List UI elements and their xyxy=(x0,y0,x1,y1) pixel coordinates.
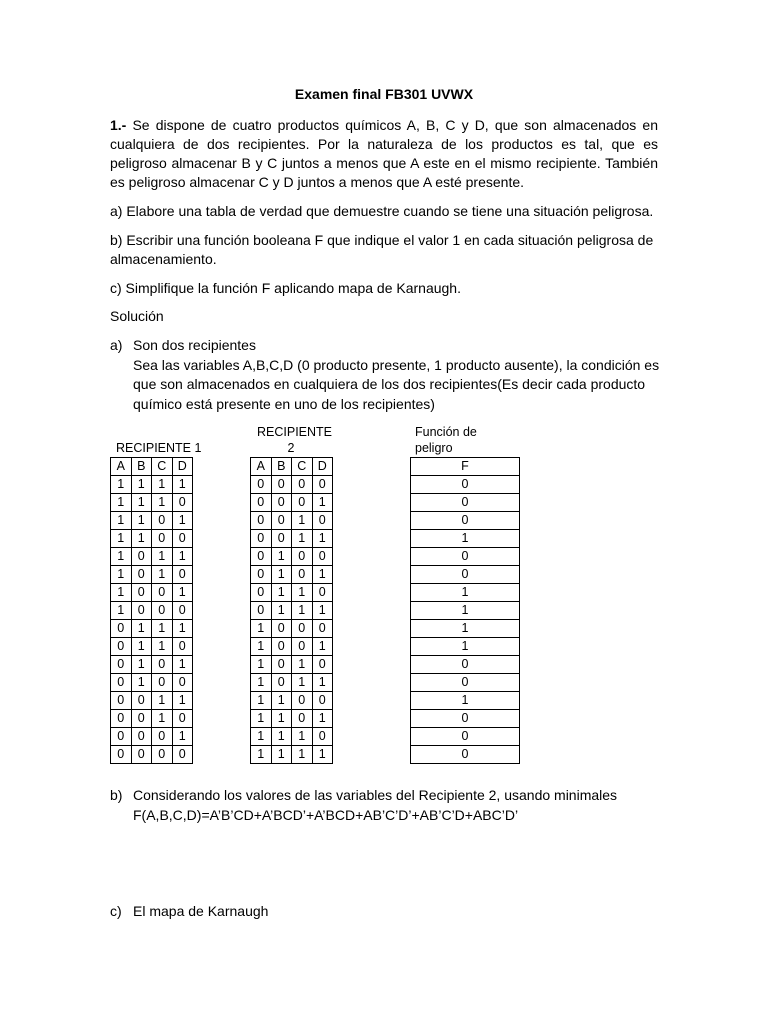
solution-item-a xyxy=(110,336,670,416)
item-b-line1: Considerando los valores de las variables del Recipiente 2, usando minimales xyxy=(133,787,618,803)
table-cell: 1 xyxy=(172,620,193,638)
column-header: A xyxy=(251,458,272,476)
table-row xyxy=(111,494,193,512)
table-row xyxy=(251,548,333,566)
table-row xyxy=(251,530,333,548)
table-cell: 0 xyxy=(131,602,152,620)
table-cell: 0 xyxy=(172,530,193,548)
table-cell: 0 xyxy=(292,710,313,728)
solution-item-c xyxy=(110,902,670,922)
table-cell: 1 xyxy=(271,548,292,566)
table-row xyxy=(251,710,333,728)
table-cell: 0 xyxy=(312,620,333,638)
table2-caption-line2: 2 xyxy=(287,441,295,455)
table-cell: 1 xyxy=(271,710,292,728)
table-cell: 1 xyxy=(292,674,313,692)
table-row xyxy=(111,620,193,638)
table-row xyxy=(111,746,193,764)
table-cell: 1 xyxy=(411,530,520,548)
table-header-row xyxy=(251,458,333,476)
table-cell: 0 xyxy=(271,476,292,494)
table-row xyxy=(251,602,333,620)
table-cell: 1 xyxy=(271,728,292,746)
table-row xyxy=(251,656,333,674)
boolean-formula: F(A,B,C,D)=A’B’CD+A’BCD’+A’BCD+AB’C’D’+AB’C’D+ABC’D’ xyxy=(133,806,519,823)
table2-caption xyxy=(257,424,333,456)
table-cell: 1 xyxy=(292,746,313,764)
table-cell: 0 xyxy=(111,710,132,728)
table-row xyxy=(251,476,333,494)
table-cell: 0 xyxy=(292,548,313,566)
table-cell: 1 xyxy=(172,476,193,494)
table-cell: 1 xyxy=(312,638,333,656)
table-row xyxy=(251,638,333,656)
table-cell: 0 xyxy=(131,710,152,728)
table-row xyxy=(251,584,333,602)
table-cell: 0 xyxy=(152,584,173,602)
table-row xyxy=(411,584,520,602)
table-cell: 0 xyxy=(131,548,152,566)
table-cell: 0 xyxy=(111,728,132,746)
table-row xyxy=(111,584,193,602)
table-cell: 1 xyxy=(152,710,173,728)
table-cell: 1 xyxy=(411,602,520,620)
item-marker: b) xyxy=(110,787,123,803)
table-cell: 0 xyxy=(172,602,193,620)
table-cell: 0 xyxy=(251,566,272,584)
table-cell: 1 xyxy=(271,584,292,602)
item-c-line1: El mapa de Karnaugh xyxy=(133,903,269,919)
table-row xyxy=(411,548,520,566)
table-row xyxy=(411,638,520,656)
column-header: C xyxy=(292,458,313,476)
table-row xyxy=(251,692,333,710)
table-row xyxy=(111,476,193,494)
column-header: D xyxy=(172,458,193,476)
table-cell: 1 xyxy=(251,710,272,728)
table-cell: 0 xyxy=(111,638,132,656)
table-cell: 1 xyxy=(312,494,333,512)
table-cell: 1 xyxy=(152,638,173,656)
problem-text: Se dispone de cuatro productos químicos A, B, C y D, que son almacenados en cualquiera de dos recipientes. Por la naturaleza de los productos es tal, que es peligroso almacenar B y C juntos a menos que A este en el mismo recipiente. También es peligroso almacenar C y D juntos a menos que A esté presente. xyxy=(110,117,658,190)
table-row xyxy=(111,566,193,584)
problem-number: 1.- xyxy=(110,117,127,133)
table-cell: 1 xyxy=(271,602,292,620)
table-cell: 1 xyxy=(251,692,272,710)
table-cell: 1 xyxy=(312,710,333,728)
table-cell: 0 xyxy=(152,602,173,620)
item-a-line2: Sea las variables A,B,C,D (0 producto presente, 1 producto ausente), la condición es que son almacenados en cualquiera de los dos recipientes(Es decir cada producto químico está presente en uno de los recipientes) xyxy=(133,356,660,412)
table-cell: 0 xyxy=(271,530,292,548)
table-cell: 1 xyxy=(152,548,173,566)
table-row xyxy=(411,746,520,764)
table-cell: 0 xyxy=(271,638,292,656)
table-cell: 1 xyxy=(312,530,333,548)
table-cell: 0 xyxy=(111,620,132,638)
table-row xyxy=(411,674,520,692)
table-cell: 1 xyxy=(292,656,313,674)
table-cell: 0 xyxy=(111,692,132,710)
table-row xyxy=(251,512,333,530)
table-cell: 1 xyxy=(172,656,193,674)
table-cell: 0 xyxy=(271,656,292,674)
table-cell: 0 xyxy=(111,656,132,674)
table-cell: 1 xyxy=(411,620,520,638)
table-cell: 0 xyxy=(251,530,272,548)
table-cell: 0 xyxy=(312,584,333,602)
table-cell: 1 xyxy=(271,692,292,710)
table-cell: 1 xyxy=(251,674,272,692)
table-cell: 1 xyxy=(251,620,272,638)
table-cell: 0 xyxy=(271,494,292,512)
table-cell: 1 xyxy=(292,602,313,620)
table-row xyxy=(411,728,520,746)
table-cell: 1 xyxy=(251,638,272,656)
table-row xyxy=(411,476,520,494)
table-cell: 1 xyxy=(411,692,520,710)
table-row xyxy=(251,728,333,746)
table-cell: 0 xyxy=(172,746,193,764)
table-cell: 0 xyxy=(292,692,313,710)
table-cell: 0 xyxy=(312,656,333,674)
column-header: D xyxy=(312,458,333,476)
table1-caption: RECIPIENTE 1 xyxy=(116,441,202,455)
table-cell: 0 xyxy=(152,674,173,692)
table-row xyxy=(411,566,520,584)
truth-table-recipiente-1 xyxy=(110,457,193,764)
table-cell: 0 xyxy=(251,494,272,512)
table-cell: 0 xyxy=(271,620,292,638)
table-cell: 0 xyxy=(131,584,152,602)
item-marker: a) xyxy=(110,337,123,353)
solution-heading: Solución xyxy=(110,308,164,324)
part-a: a) Elabore una tabla de verdad que demuestre cuando se tiene una situación peligrosa. xyxy=(110,203,654,219)
table-row xyxy=(251,566,333,584)
table-cell: 1 xyxy=(111,566,132,584)
table-cell: 1 xyxy=(251,728,272,746)
table-cell: 0 xyxy=(271,674,292,692)
solution-item-b xyxy=(110,786,670,826)
table-cell: 0 xyxy=(312,548,333,566)
table-cell: 0 xyxy=(411,728,520,746)
table-cell: 0 xyxy=(411,566,520,584)
table-row xyxy=(251,494,333,512)
table-row xyxy=(111,548,193,566)
table-cell: 0 xyxy=(312,512,333,530)
table-cell: 1 xyxy=(152,476,173,494)
table-cell: 1 xyxy=(152,566,173,584)
table-cell: 1 xyxy=(111,494,132,512)
table-cell: 1 xyxy=(292,584,313,602)
table-cell: 1 xyxy=(251,656,272,674)
table-row xyxy=(111,512,193,530)
table-row xyxy=(111,728,193,746)
table-cell: 0 xyxy=(292,566,313,584)
table-cell: 0 xyxy=(411,656,520,674)
table-cell: 0 xyxy=(251,476,272,494)
table-row xyxy=(411,656,520,674)
table-cell: 0 xyxy=(111,746,132,764)
table-cell: 0 xyxy=(111,674,132,692)
column-header: B xyxy=(131,458,152,476)
table-cell: 1 xyxy=(411,584,520,602)
table-header-row xyxy=(411,458,520,476)
table-cell: 0 xyxy=(152,656,173,674)
table-cell: 0 xyxy=(131,566,152,584)
table-cell: 0 xyxy=(411,494,520,512)
table-cell: 0 xyxy=(411,746,520,764)
problem-statement xyxy=(110,116,658,192)
table-cell: 1 xyxy=(312,674,333,692)
table-cell: 0 xyxy=(292,494,313,512)
table-cell: 0 xyxy=(251,584,272,602)
table-row xyxy=(111,710,193,728)
table-cell: 1 xyxy=(172,692,193,710)
table-cell: 0 xyxy=(271,512,292,530)
table-row xyxy=(411,692,520,710)
table-cell: 1 xyxy=(292,512,313,530)
table-row xyxy=(111,602,193,620)
table-cell: 0 xyxy=(292,638,313,656)
table-cell: 0 xyxy=(152,512,173,530)
table-cell: 0 xyxy=(292,476,313,494)
table-cell: 0 xyxy=(411,476,520,494)
table-cell: 1 xyxy=(172,512,193,530)
table-row xyxy=(411,602,520,620)
table-cell: 0 xyxy=(131,728,152,746)
table-cell: 0 xyxy=(172,566,193,584)
table-cell: 1 xyxy=(172,584,193,602)
table-cell: 1 xyxy=(292,728,313,746)
table-cell: 1 xyxy=(271,566,292,584)
table3-caption-line2: peligro xyxy=(415,441,453,455)
truth-table-recipiente-2 xyxy=(250,457,333,764)
table-cell: 1 xyxy=(312,602,333,620)
table-cell: 1 xyxy=(251,746,272,764)
table-cell: 1 xyxy=(131,638,152,656)
table-row xyxy=(251,620,333,638)
table-cell: 0 xyxy=(152,728,173,746)
table-row xyxy=(111,638,193,656)
column-header: F xyxy=(411,458,520,476)
table-cell: 1 xyxy=(312,566,333,584)
part-c: c) Simplifique la función F aplicando mapa de Karnaugh. xyxy=(110,280,461,296)
truth-table-funcion-peligro xyxy=(410,457,520,764)
table-cell: 1 xyxy=(152,620,173,638)
table-cell: 1 xyxy=(131,512,152,530)
table-cell: 0 xyxy=(411,710,520,728)
table-cell: 0 xyxy=(292,620,313,638)
table-cell: 1 xyxy=(172,728,193,746)
table-cell: 0 xyxy=(172,638,193,656)
table-cell: 0 xyxy=(312,728,333,746)
table2-caption-line1: RECIPIENTE xyxy=(257,425,333,439)
table-cell: 1 xyxy=(111,584,132,602)
table-cell: 1 xyxy=(131,476,152,494)
table-cell: 1 xyxy=(111,602,132,620)
table-cell: 1 xyxy=(131,656,152,674)
table-cell: 1 xyxy=(292,530,313,548)
table3-caption-line1: Función de xyxy=(415,425,477,439)
table-cell: 1 xyxy=(111,530,132,548)
table-row xyxy=(111,656,193,674)
table-cell: 0 xyxy=(172,710,193,728)
table-cell: 1 xyxy=(152,494,173,512)
table-row xyxy=(111,674,193,692)
table-cell: 1 xyxy=(131,620,152,638)
table-row xyxy=(411,710,520,728)
table-cell: 0 xyxy=(411,548,520,566)
table-row xyxy=(411,494,520,512)
table-cell: 1 xyxy=(111,548,132,566)
table-row xyxy=(251,674,333,692)
table-cell: 1 xyxy=(111,512,132,530)
table-cell: 1 xyxy=(271,746,292,764)
table-cell: 1 xyxy=(152,692,173,710)
table-cell: 0 xyxy=(152,746,173,764)
table-row xyxy=(251,746,333,764)
table-cell: 1 xyxy=(131,494,152,512)
table-cell: 0 xyxy=(152,530,173,548)
table-cell: 1 xyxy=(172,548,193,566)
page-title: Examen final FB301 UVWX xyxy=(294,86,474,102)
table-cell: 1 xyxy=(312,746,333,764)
table-cell: 0 xyxy=(251,512,272,530)
column-header: A xyxy=(111,458,132,476)
table-cell: 0 xyxy=(131,746,152,764)
table-cell: 0 xyxy=(312,476,333,494)
table-row xyxy=(111,692,193,710)
table-header-row xyxy=(111,458,193,476)
table-row xyxy=(411,530,520,548)
table-cell: 0 xyxy=(411,674,520,692)
table-cell: 0 xyxy=(251,548,272,566)
table-row xyxy=(411,512,520,530)
table-row xyxy=(411,620,520,638)
column-header: C xyxy=(152,458,173,476)
table-cell: 0 xyxy=(312,692,333,710)
table-cell: 1 xyxy=(131,674,152,692)
table-cell: 0 xyxy=(172,494,193,512)
table-cell: 1 xyxy=(111,476,132,494)
table-cell: 0 xyxy=(411,512,520,530)
item-marker: c) xyxy=(110,903,122,919)
part-b: b) Escribir una función booleana F que indique el valor 1 en cada situación peligrosa de almacenamiento. xyxy=(110,232,654,267)
table-cell: 0 xyxy=(172,674,193,692)
column-header: B xyxy=(271,458,292,476)
item-a-line1: Son dos recipientes xyxy=(133,337,256,353)
table-cell: 0 xyxy=(251,602,272,620)
table-cell: 1 xyxy=(131,530,152,548)
table-cell: 1 xyxy=(411,638,520,656)
table3-caption xyxy=(415,424,477,456)
table-cell: 0 xyxy=(131,692,152,710)
table-row xyxy=(111,530,193,548)
